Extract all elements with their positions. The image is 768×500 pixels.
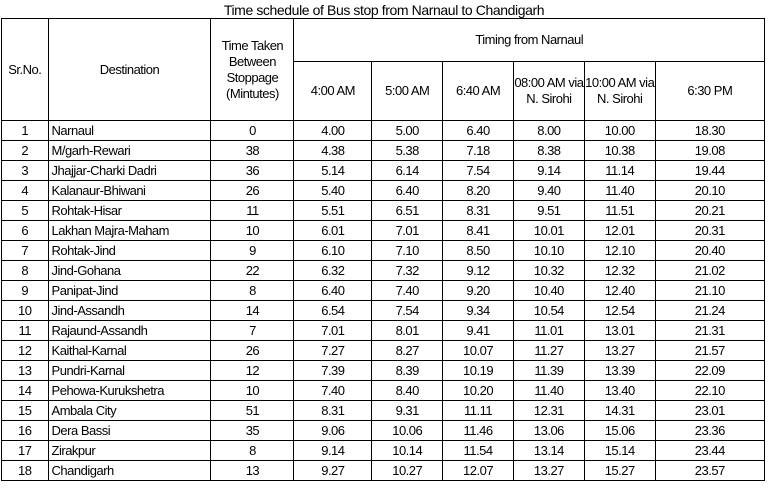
cell-timing-4: 12.54 <box>584 301 655 321</box>
cell-timing-1: 10.06 <box>372 421 443 441</box>
cell-timing-3: 9.51 <box>513 201 584 221</box>
cell-timing-3: 8.00 <box>513 121 584 141</box>
table-row <box>2 201 765 221</box>
cell-destination: Pehowa-Kurukshetra <box>48 381 211 401</box>
cell-time-taken: 26 <box>211 341 294 361</box>
cell-timing-5: 20.10 <box>655 181 764 201</box>
cell-time-taken: 10 <box>211 221 294 241</box>
cell-timing-5: 21.31 <box>655 321 764 341</box>
cell-timing-0: 5.14 <box>294 161 372 181</box>
cell-timing-4: 11.51 <box>584 201 655 221</box>
header-timing-2: 6:40 AM <box>443 62 514 121</box>
cell-timing-5: 22.09 <box>655 361 764 381</box>
cell-timing-4: 13.01 <box>584 321 655 341</box>
cell-timing-2: 10.19 <box>443 361 514 381</box>
cell-destination: Jind-Gohana <box>48 261 211 281</box>
table-row <box>2 321 765 341</box>
cell-timing-5: 23.01 <box>655 401 764 421</box>
table-row <box>2 141 765 161</box>
header-srno: Sr.No. <box>2 19 49 121</box>
table-row <box>2 281 765 301</box>
cell-timing-1: 5.00 <box>372 121 443 141</box>
cell-timing-3: 10.40 <box>513 281 584 301</box>
cell-destination: Kalanaur-Bhiwani <box>48 181 211 201</box>
cell-timing-1: 9.31 <box>372 401 443 421</box>
cell-timing-4: 13.39 <box>584 361 655 381</box>
cell-srno: 16 <box>2 421 49 441</box>
cell-destination: Kaithal-Karnal <box>48 341 211 361</box>
cell-timing-0: 6.10 <box>294 241 372 261</box>
table-row <box>2 421 765 441</box>
cell-timing-3: 11.01 <box>513 321 584 341</box>
cell-destination: Narnaul <box>48 121 211 141</box>
cell-timing-1: 7.10 <box>372 241 443 261</box>
header-timing-1: 5:00 AM <box>372 62 443 121</box>
table-row <box>2 221 765 241</box>
cell-time-taken: 36 <box>211 161 294 181</box>
cell-timing-2: 10.07 <box>443 341 514 361</box>
cell-srno: 14 <box>2 381 49 401</box>
cell-timing-0: 4.00 <box>294 121 372 141</box>
header-timing-group: Timing from Narnaul <box>294 19 765 62</box>
table-row <box>2 301 765 321</box>
cell-time-taken: 8 <box>211 281 294 301</box>
cell-timing-4: 10.38 <box>584 141 655 161</box>
cell-timing-1: 7.32 <box>372 261 443 281</box>
cell-timing-5: 21.10 <box>655 281 764 301</box>
cell-srno: 1 <box>2 121 49 141</box>
cell-timing-5: 20.21 <box>655 201 764 221</box>
cell-srno: 5 <box>2 201 49 221</box>
cell-timing-0: 8.31 <box>294 401 372 421</box>
cell-srno: 17 <box>2 441 49 461</box>
cell-timing-4: 12.40 <box>584 281 655 301</box>
cell-timing-1: 10.14 <box>372 441 443 461</box>
cell-timing-1: 6.40 <box>372 181 443 201</box>
cell-timing-3: 12.31 <box>513 401 584 421</box>
cell-timing-4: 11.40 <box>584 181 655 201</box>
cell-timing-5: 18.30 <box>655 121 764 141</box>
cell-destination: Panipat-Jind <box>48 281 211 301</box>
cell-timing-0: 6.40 <box>294 281 372 301</box>
cell-timing-4: 12.32 <box>584 261 655 281</box>
cell-timing-5: 20.40 <box>655 241 764 261</box>
cell-timing-4: 15.27 <box>584 461 655 481</box>
cell-timing-3: 10.54 <box>513 301 584 321</box>
cell-timing-1: 10.27 <box>372 461 443 481</box>
cell-destination: Jhajjar-Charki Dadri <box>48 161 211 181</box>
cell-timing-2: 11.54 <box>443 441 514 461</box>
cell-timing-1: 8.39 <box>372 361 443 381</box>
cell-srno: 18 <box>2 461 49 481</box>
table-row <box>2 461 765 481</box>
cell-timing-2: 7.18 <box>443 141 514 161</box>
cell-timing-0: 7.27 <box>294 341 372 361</box>
cell-timing-4: 10.00 <box>584 121 655 141</box>
cell-timing-5: 19.08 <box>655 141 764 161</box>
cell-srno: 9 <box>2 281 49 301</box>
cell-timing-5: 23.36 <box>655 421 764 441</box>
cell-timing-2: 8.41 <box>443 221 514 241</box>
cell-destination: Rohtak-Hisar <box>48 201 211 221</box>
cell-timing-1: 6.51 <box>372 201 443 221</box>
cell-destination: Jind-Assandh <box>48 301 211 321</box>
cell-srno: 15 <box>2 401 49 421</box>
cell-time-taken: 10 <box>211 381 294 401</box>
cell-srno: 11 <box>2 321 49 341</box>
cell-destination: Ambala City <box>48 401 211 421</box>
cell-timing-2: 11.11 <box>443 401 514 421</box>
header-time-taken: Time Taken Between Stoppage (Mintutes) <box>211 19 294 121</box>
cell-timing-1: 7.01 <box>372 221 443 241</box>
cell-destination: Chandigarh <box>48 461 211 481</box>
cell-timing-4: 14.31 <box>584 401 655 421</box>
cell-timing-4: 13.27 <box>584 341 655 361</box>
table-row <box>2 261 765 281</box>
cell-timing-1: 7.40 <box>372 281 443 301</box>
cell-time-taken: 11 <box>211 201 294 221</box>
cell-timing-1: 8.01 <box>372 321 443 341</box>
cell-timing-5: 21.02 <box>655 261 764 281</box>
cell-timing-3: 13.06 <box>513 421 584 441</box>
cell-timing-2: 12.07 <box>443 461 514 481</box>
cell-timing-3: 9.40 <box>513 181 584 201</box>
cell-timing-0: 7.39 <box>294 361 372 381</box>
cell-destination: Pundri-Karnal <box>48 361 211 381</box>
cell-timing-0: 9.14 <box>294 441 372 461</box>
cell-destination: Lakhan Majra-Maham <box>48 221 211 241</box>
cell-timing-5: 21.24 <box>655 301 764 321</box>
cell-timing-4: 12.01 <box>584 221 655 241</box>
cell-timing-1: 5.38 <box>372 141 443 161</box>
cell-timing-5: 21.57 <box>655 341 764 361</box>
cell-timing-3: 10.32 <box>513 261 584 281</box>
cell-timing-3: 13.14 <box>513 441 584 461</box>
cell-timing-3: 9.14 <box>513 161 584 181</box>
cell-timing-2: 11.46 <box>443 421 514 441</box>
cell-timing-5: 23.57 <box>655 461 764 481</box>
cell-srno: 10 <box>2 301 49 321</box>
cell-timing-0: 9.06 <box>294 421 372 441</box>
table-row <box>2 341 765 361</box>
cell-srno: 2 <box>2 141 49 161</box>
table-title: Time schedule of Bus stop from Narnaul to Chandigarh <box>223 2 545 18</box>
cell-timing-4: 12.10 <box>584 241 655 261</box>
table-row <box>2 381 765 401</box>
cell-timing-1: 8.27 <box>372 341 443 361</box>
cell-srno: 13 <box>2 361 49 381</box>
cell-srno: 3 <box>2 161 49 181</box>
header-timing-5: 6:30 PM <box>655 62 764 121</box>
cell-destination: Dera Bassi <box>48 421 211 441</box>
cell-destination: Rajaund-Assandh <box>48 321 211 341</box>
cell-timing-2: 8.31 <box>443 201 514 221</box>
cell-timing-3: 10.01 <box>513 221 584 241</box>
cell-destination: Zirakpur <box>48 441 211 461</box>
cell-time-taken: 35 <box>211 421 294 441</box>
cell-timing-2: 10.20 <box>443 381 514 401</box>
cell-time-taken: 38 <box>211 141 294 161</box>
cell-timing-5: 19.44 <box>655 161 764 181</box>
cell-time-taken: 51 <box>211 401 294 421</box>
cell-timing-0: 4.38 <box>294 141 372 161</box>
cell-timing-3: 11.40 <box>513 381 584 401</box>
cell-timing-1: 8.40 <box>372 381 443 401</box>
table-row <box>2 241 765 261</box>
table-row <box>2 441 765 461</box>
cell-timing-2: 9.41 <box>443 321 514 341</box>
cell-timing-0: 6.01 <box>294 221 372 241</box>
cell-timing-0: 6.32 <box>294 261 372 281</box>
cell-timing-3: 10.10 <box>513 241 584 261</box>
header-timing-4: 10:00 AM via N. Sirohi <box>584 62 655 121</box>
cell-time-taken: 12 <box>211 361 294 381</box>
cell-time-taken: 7 <box>211 321 294 341</box>
cell-timing-5: 20.31 <box>655 221 764 241</box>
cell-srno: 12 <box>2 341 49 361</box>
cell-timing-3: 8.38 <box>513 141 584 161</box>
cell-timing-0: 5.51 <box>294 201 372 221</box>
cell-timing-4: 15.06 <box>584 421 655 441</box>
cell-timing-0: 7.01 <box>294 321 372 341</box>
cell-timing-5: 23.44 <box>655 441 764 461</box>
cell-time-taken: 22 <box>211 261 294 281</box>
cell-timing-1: 6.14 <box>372 161 443 181</box>
table-row <box>2 361 765 381</box>
cell-timing-2: 6.40 <box>443 121 514 141</box>
cell-timing-4: 13.40 <box>584 381 655 401</box>
cell-timing-3: 13.27 <box>513 461 584 481</box>
header-timing-0: 4:00 AM <box>294 62 372 121</box>
header-destination: Destination <box>48 19 211 121</box>
cell-timing-0: 6.54 <box>294 301 372 321</box>
cell-timing-4: 15.14 <box>584 441 655 461</box>
table-row <box>2 121 765 141</box>
cell-timing-2: 7.54 <box>443 161 514 181</box>
cell-srno: 6 <box>2 221 49 241</box>
cell-timing-0: 7.40 <box>294 381 372 401</box>
table-row <box>2 181 765 201</box>
cell-timing-2: 8.20 <box>443 181 514 201</box>
cell-time-taken: 13 <box>211 461 294 481</box>
cell-timing-2: 9.20 <box>443 281 514 301</box>
cell-destination: Rohtak-Jind <box>48 241 211 261</box>
cell-srno: 7 <box>2 241 49 261</box>
cell-time-taken: 26 <box>211 181 294 201</box>
cell-time-taken: 14 <box>211 301 294 321</box>
cell-time-taken: 0 <box>211 121 294 141</box>
cell-time-taken: 8 <box>211 441 294 461</box>
cell-timing-1: 7.54 <box>372 301 443 321</box>
cell-timing-2: 9.34 <box>443 301 514 321</box>
table-row <box>2 161 765 181</box>
cell-timing-0: 9.27 <box>294 461 372 481</box>
cell-timing-5: 22.10 <box>655 381 764 401</box>
cell-timing-2: 8.50 <box>443 241 514 261</box>
cell-srno: 4 <box>2 181 49 201</box>
cell-time-taken: 9 <box>211 241 294 261</box>
cell-destination: M/garh-Rewari <box>48 141 211 161</box>
header-timing-3: 08:00 AM via N. Sirohi <box>513 62 584 121</box>
cell-srno: 8 <box>2 261 49 281</box>
cell-timing-3: 11.27 <box>513 341 584 361</box>
cell-timing-3: 11.39 <box>513 361 584 381</box>
table-row <box>2 401 765 421</box>
cell-timing-2: 9.12 <box>443 261 514 281</box>
cell-timing-0: 5.40 <box>294 181 372 201</box>
cell-timing-4: 11.14 <box>584 161 655 181</box>
bus-schedule-table <box>1 18 765 481</box>
